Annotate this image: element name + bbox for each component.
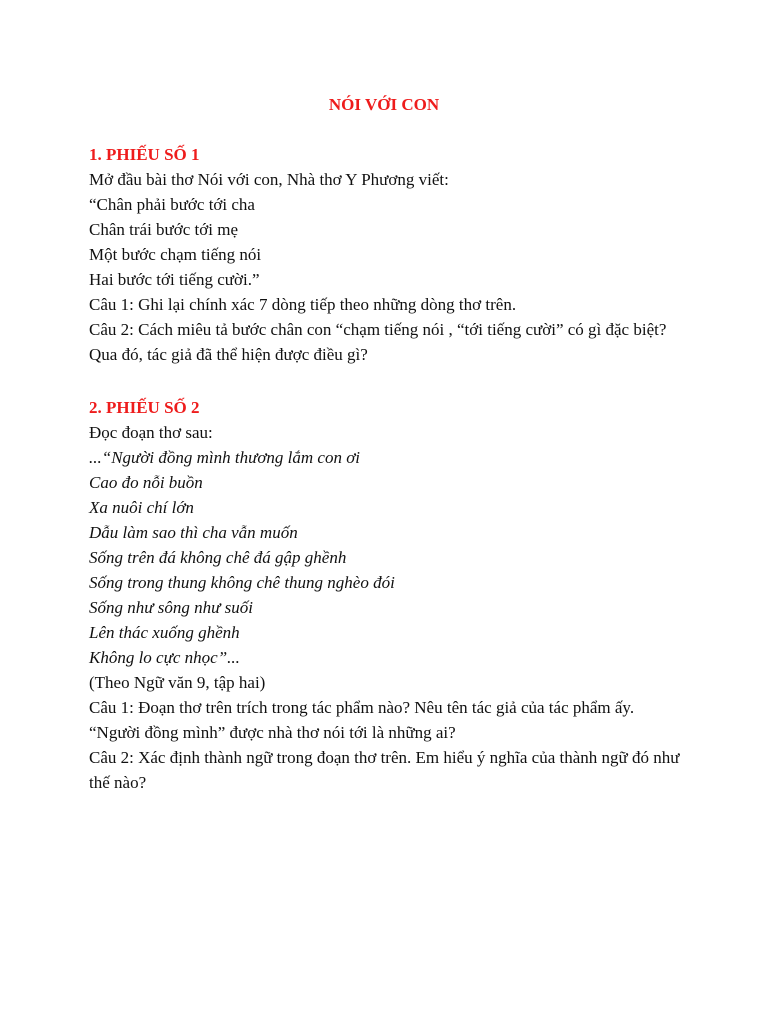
section-heading: 2. PHIẾU SỐ 2 bbox=[89, 398, 200, 417]
poem-line: Dẫu làm sao thì cha vẫn muốn bbox=[89, 523, 298, 542]
source-citation: (Theo Ngữ văn 9, tập hai) bbox=[89, 673, 266, 692]
question-1: Câu 1: Đoạn thơ trên trích trong tác phẩm nào? Nêu tên tác giả của tác phẩm ấy. “Người đồng mình” được nhà thơ nói tới là những ai? bbox=[89, 698, 635, 742]
poem-line: Cao đo nỗi buồn bbox=[89, 473, 203, 492]
section-phieu-1 bbox=[89, 142, 689, 367]
poem-line: Sống trên đá không chê đá gập ghềnh bbox=[89, 548, 347, 567]
intro-line: Mở đầu bài thơ Nói với con, Nhà thơ Y Phương viết: bbox=[89, 170, 449, 189]
poem-line: Lên thác xuống ghềnh bbox=[89, 623, 240, 642]
poem-line: Sống trong thung không chê thung nghèo đói bbox=[89, 573, 395, 592]
question-2: Câu 2: Cách miêu tả bước chân con “chạm tiếng nói , “tới tiếng cười” có gì đặc biệt? Qua đó, tác giả đã thể hiện được điều gì? bbox=[89, 320, 667, 364]
poem-line: Một bước chạm tiếng nói bbox=[89, 245, 262, 264]
question-2: Câu 2: Xác định thành ngữ trong đoạn thơ trên. Em hiểu ý nghĩa của thành ngữ đó như thế nào? bbox=[89, 748, 680, 792]
poem-line: Hai bước tới tiếng cười.” bbox=[89, 270, 260, 289]
poem-line: Sống như sông như suối bbox=[89, 598, 253, 617]
poem-line: Không lo cực nhọc”... bbox=[89, 648, 240, 667]
section-heading: 1. PHIẾU SỐ 1 bbox=[89, 145, 200, 164]
poem-line: “Chân phải bước tới cha bbox=[89, 195, 255, 214]
intro-line: Đọc đoạn thơ sau: bbox=[89, 423, 213, 442]
poem-line: ...“Người đồng mình thương lắm con ơi bbox=[89, 448, 361, 467]
poem-line: Chân trái bước tới mẹ bbox=[89, 220, 238, 239]
poem-line: Xa nuôi chí lớn bbox=[89, 498, 194, 517]
section-phieu-2 bbox=[89, 395, 689, 795]
document-title: NÓI VỚI CON bbox=[328, 95, 440, 114]
question-1: Câu 1: Ghi lại chính xác 7 dòng tiếp theo những dòng thơ trên. bbox=[89, 295, 517, 314]
